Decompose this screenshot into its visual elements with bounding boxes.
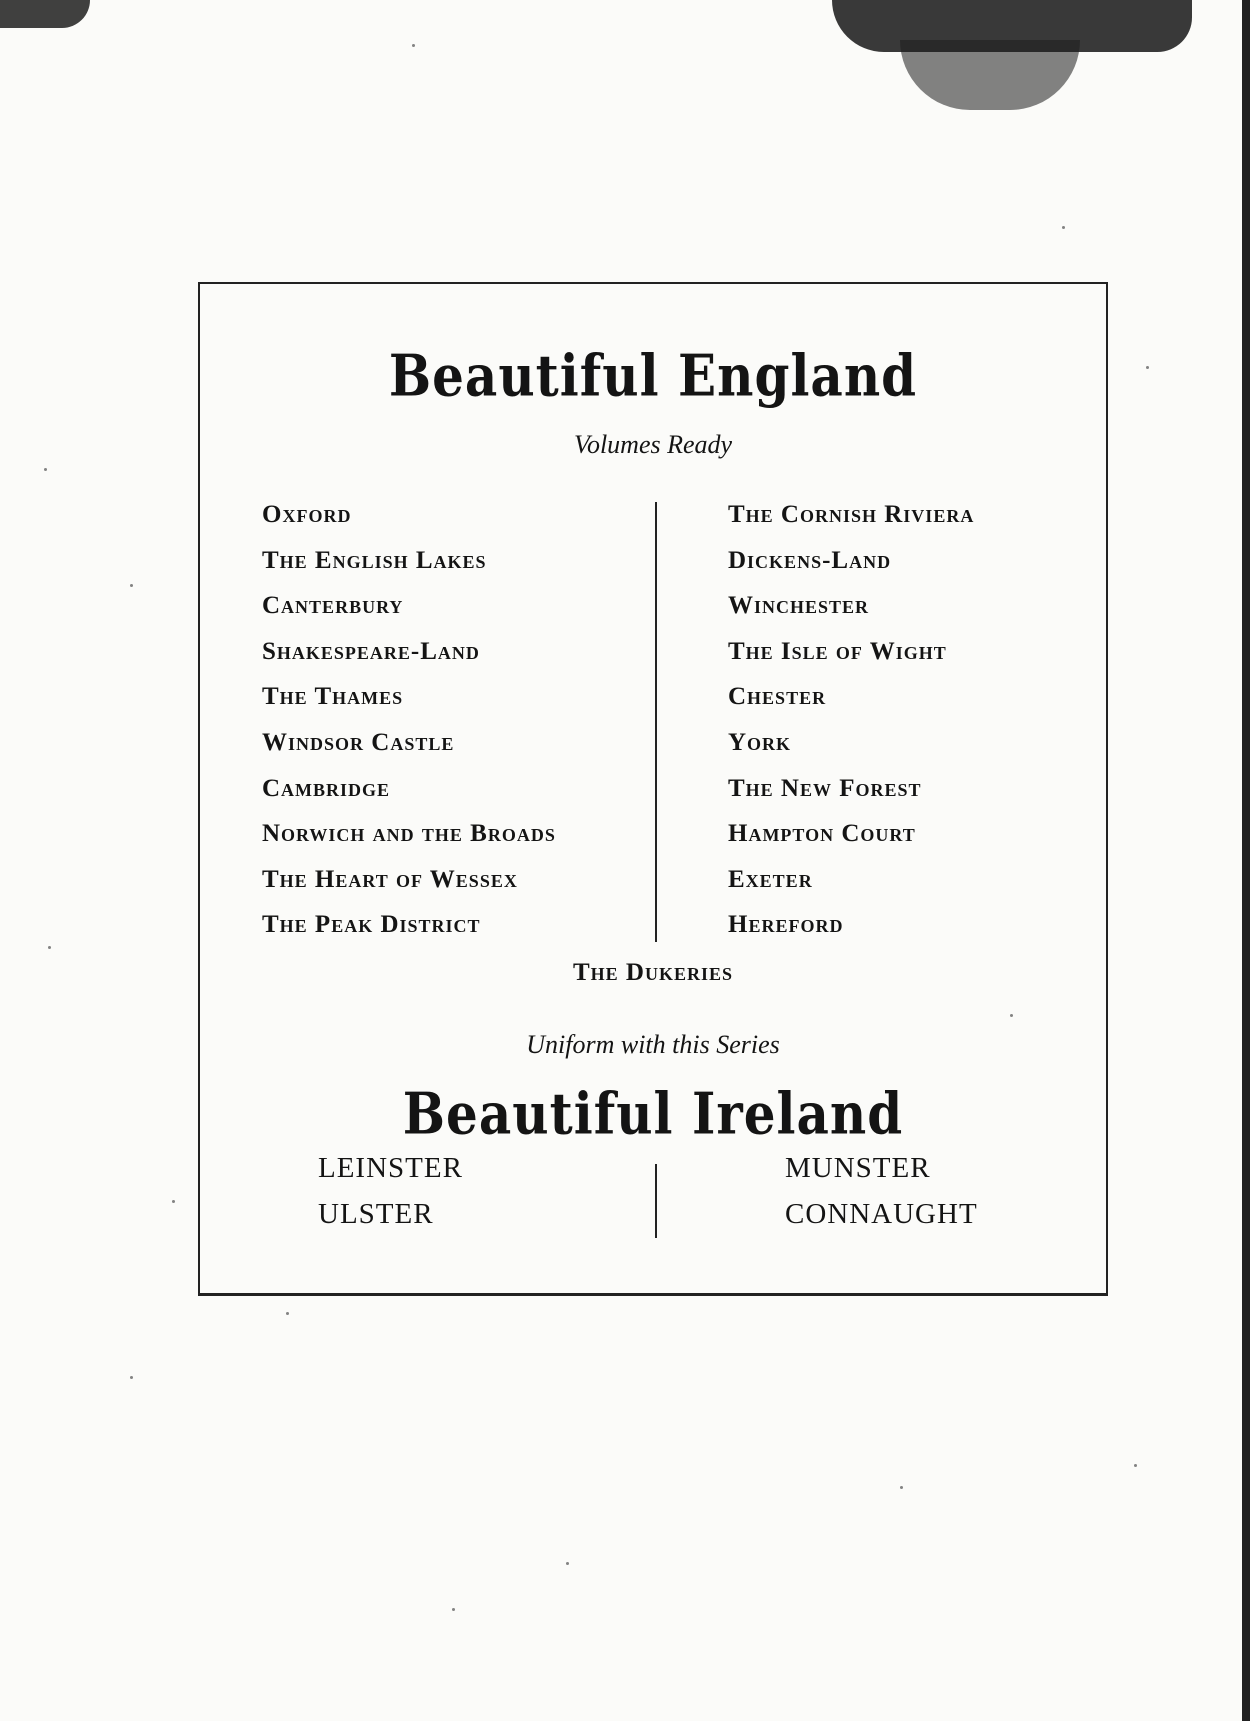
scan-smudge	[900, 40, 1080, 110]
volume-title: Winchester	[728, 592, 870, 620]
advertisement-frame	[198, 282, 1108, 1296]
scan-speck	[286, 1312, 289, 1315]
page-edge-shadow	[1242, 0, 1250, 1721]
scan-speck	[566, 1562, 569, 1565]
scan-speck	[412, 44, 415, 47]
series-title-ireland: Beautiful Ireland	[402, 1079, 904, 1148]
volume-title: York	[728, 728, 792, 756]
scan-speck	[900, 1486, 903, 1489]
volume-title: The Thames	[262, 683, 404, 711]
scan-speck	[1134, 1464, 1137, 1467]
volume-title: Dickens-Land	[728, 546, 892, 574]
series-title-england: Beautiful England	[388, 341, 918, 410]
volume-title: The English Lakes	[262, 546, 487, 574]
volumes-ready-subtitle: Volumes Ready	[573, 430, 733, 459]
volume-title: The Heart of Wessex	[262, 865, 518, 893]
england-volumes-left-column	[262, 492, 556, 948]
volume-title-centered: The Dukeries	[572, 959, 733, 986]
volume-title: Canterbury	[262, 592, 404, 620]
volume-title: Hereford	[728, 911, 844, 939]
volume-title: Cambridge	[262, 774, 391, 802]
volume-title: The Cornish Riviera	[728, 501, 975, 528]
scan-speck	[172, 1200, 175, 1203]
volume-title: Norwich and the Broads	[262, 820, 556, 848]
volume-title: Hampton Court	[728, 820, 916, 848]
scan-speck	[1146, 366, 1149, 369]
ireland-volume-title: CONNAUGHT	[785, 1198, 978, 1230]
england-volumes-right-column	[728, 492, 974, 948]
column-divider	[655, 1164, 657, 1238]
column-divider	[655, 502, 657, 942]
uniform-series-note: Uniform with this Series	[526, 1030, 780, 1059]
volume-title: The Peak District	[262, 911, 481, 939]
volume-title: Shakespeare-Land	[262, 637, 480, 665]
scan-speck	[48, 946, 51, 949]
volume-title: The New Forest	[728, 774, 922, 802]
volume-title: Chester	[728, 683, 827, 711]
volume-title: The Isle of Wight	[728, 637, 947, 665]
volume-title: Exeter	[728, 865, 813, 893]
scan-speck	[1062, 226, 1065, 229]
volume-title: Oxford	[262, 501, 352, 528]
ireland-volume-title: LEINSTER	[318, 1152, 463, 1184]
volume-title: Windsor Castle	[262, 728, 455, 756]
scan-speck	[452, 1608, 455, 1611]
scan-speck	[44, 468, 47, 471]
ireland-volume-title: ULSTER	[318, 1198, 434, 1230]
scan-speck	[130, 1376, 133, 1379]
scan-speck	[130, 584, 133, 587]
scan-smudge	[0, 0, 90, 28]
ireland-volume-title: MUNSTER	[785, 1152, 931, 1184]
